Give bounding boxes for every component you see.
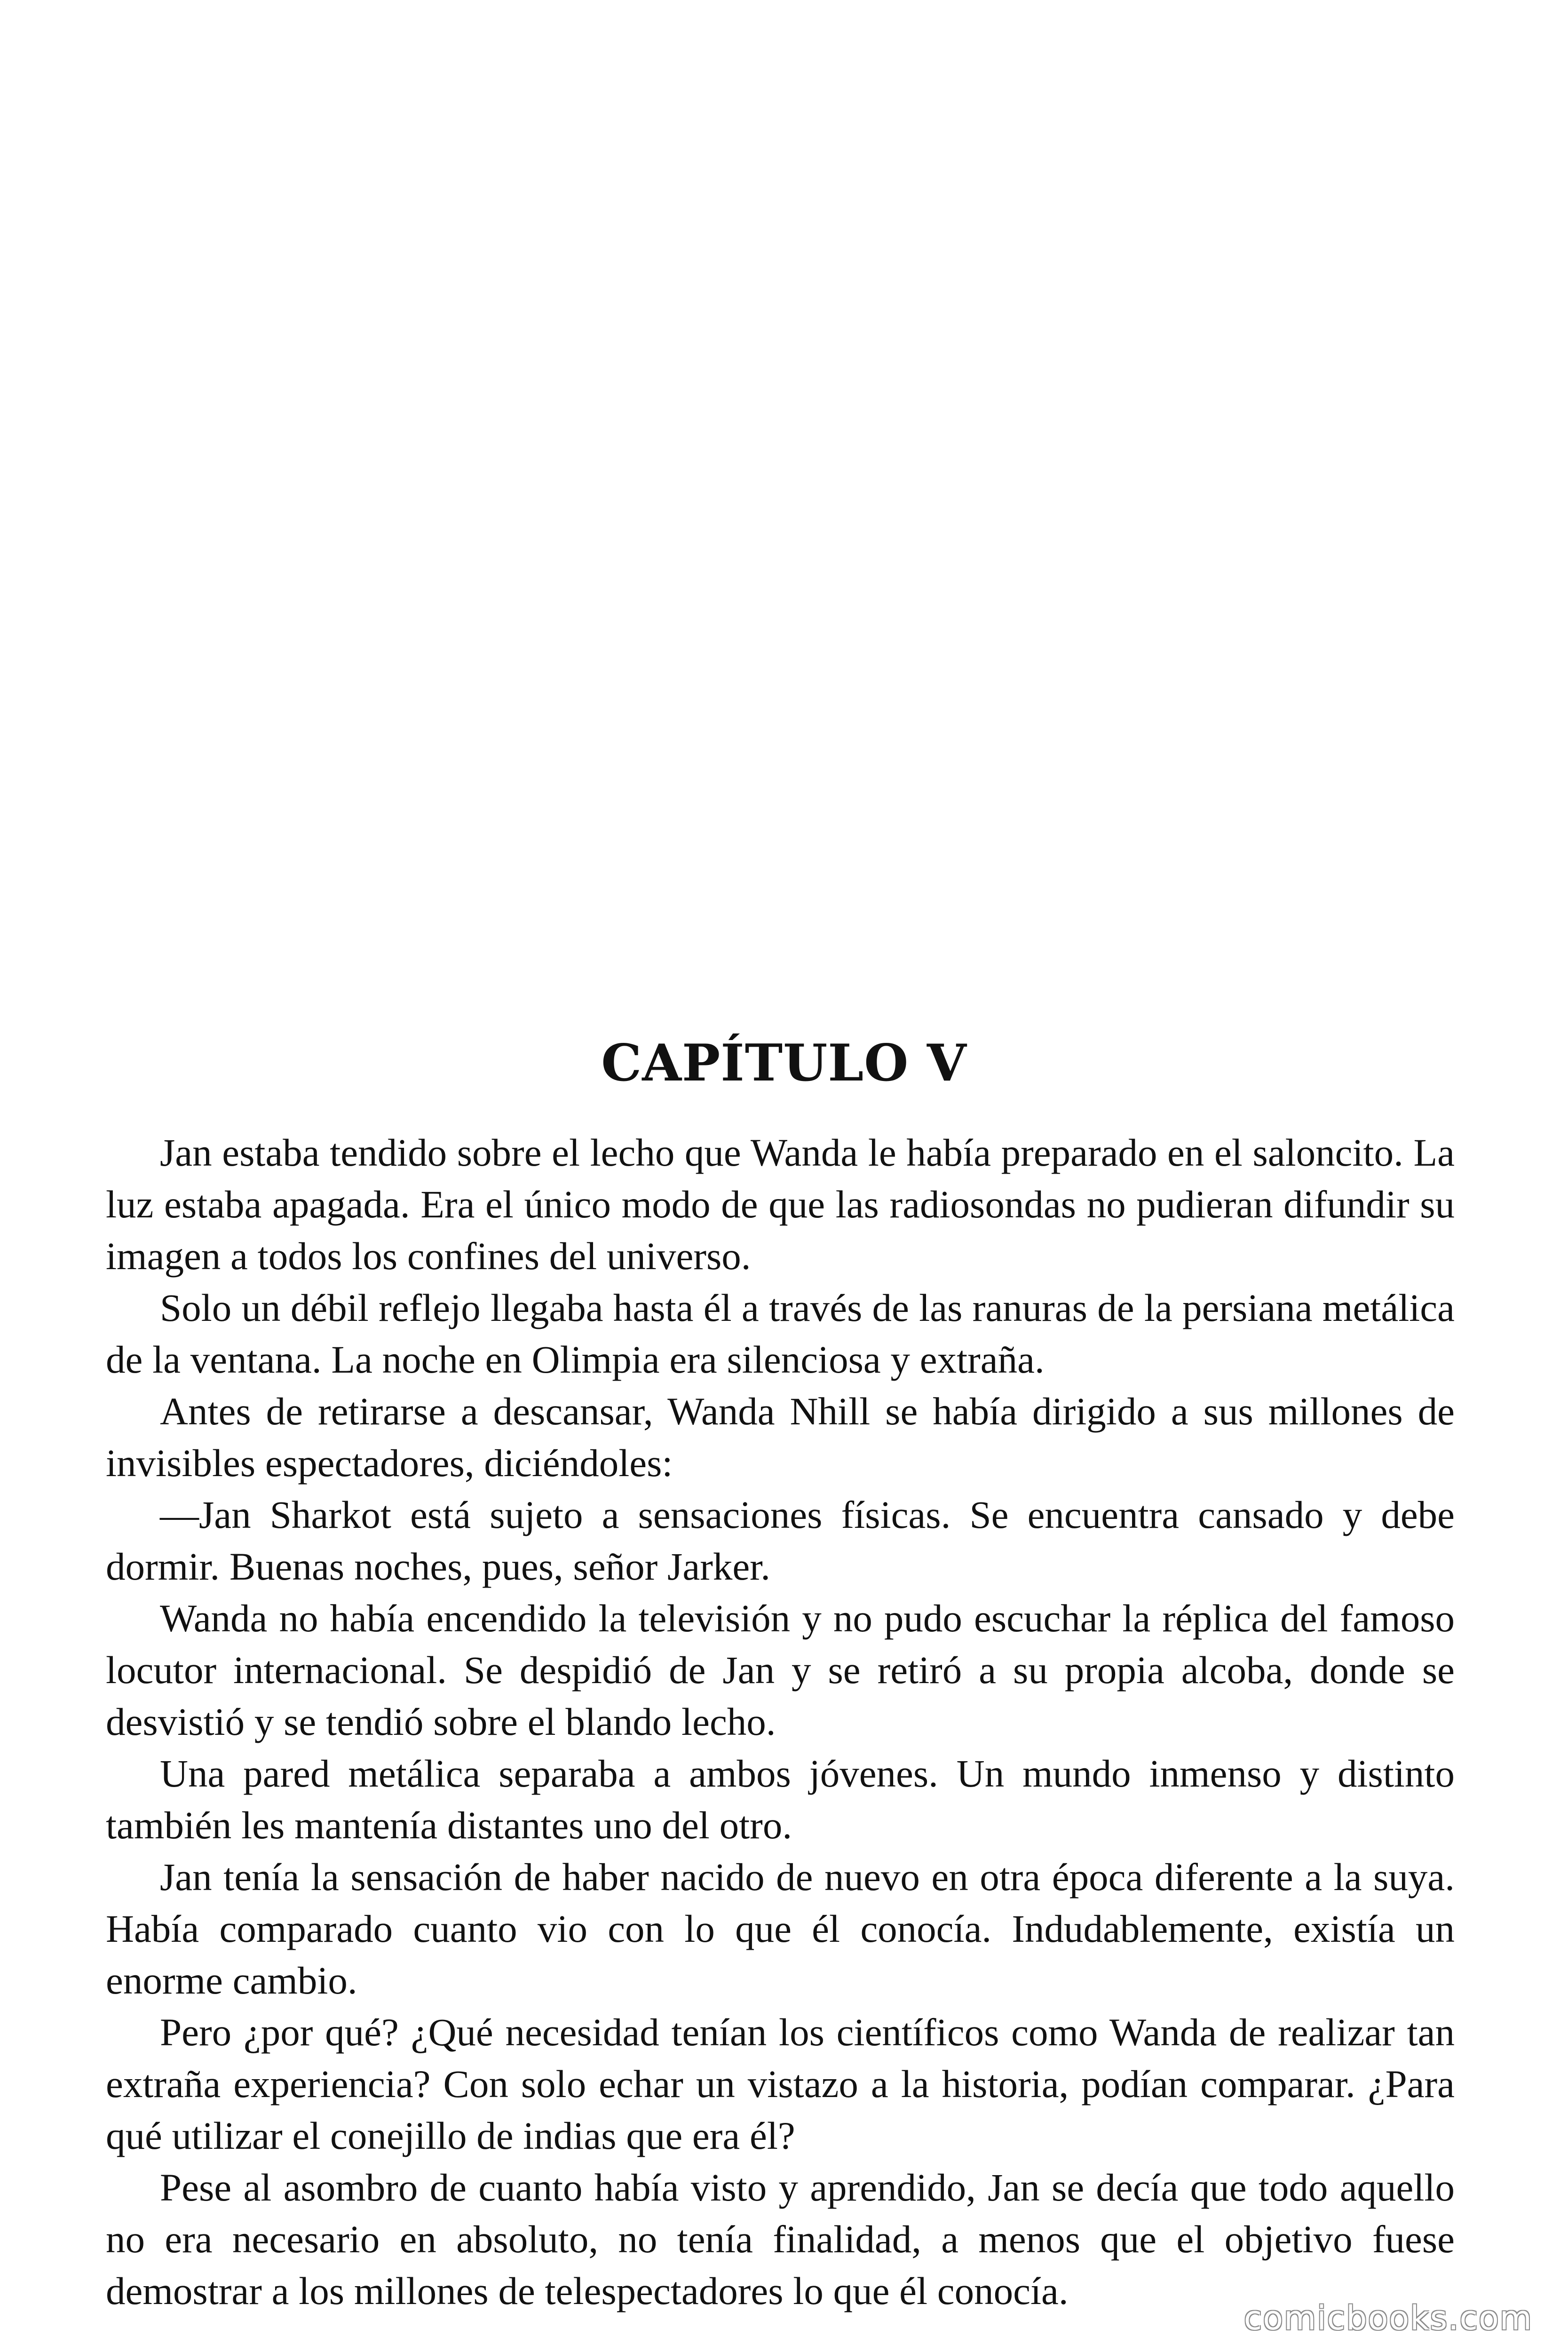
watermark: comicbooks.com [1243, 2299, 1533, 2337]
paragraph: —Jan Sharkot está sujeto a sensaciones físicas. Se encuentra cansado y debe dormir. Buenas noches, pues, señor Jarker. [106, 1493, 1455, 1588]
paragraph: Pero ¿por qué? ¿Qué necesidad tenían los científicos como Wanda de realizar tan extraña experiencia? Con solo echar un vistazo a la historia, podían comparar. ¿Para qué utilizar el conejillo de indias que era él? [106, 2010, 1455, 2157]
paragraph: Solo un débil reflejo llegaba hasta él a través de las ranuras de la persiana metálica de la ventana. La noche en Olimpia era silenciosa y extraña. [106, 1286, 1455, 1381]
paragraph: Wanda no había encendido la televisión y no pudo escuchar la réplica del famoso locutor internacional. Se despidió de Jan y se retiró a su propia alcoba, donde se desvistió y se tendió sobre el blando lecho. [106, 1597, 1455, 1743]
chapter-body [106, 1127, 1455, 2317]
chapter-title: CAPÍTULO V [601, 1033, 967, 1093]
paragraph: Una pared metálica separaba a ambos jóvenes. Un mundo inmenso y distinto también les mantenía distantes uno del otro. [106, 1752, 1455, 1847]
paragraph: Jan tenía la sensación de haber nacido de nuevo en otra época diferente a la suya. Había comparado cuanto vio con lo que él conocía. Indudablemente, existía un enorme cambio. [106, 1855, 1455, 2002]
paragraph: Jan estaba tendido sobre el lecho que Wanda le había preparado en el saloncito. La luz estaba apagada. Era el único modo de que las radiosondas no pudieran difundir su imagen a todos los confines del universo. [106, 1131, 1455, 1278]
paragraph: Antes de retirarse a descansar, Wanda Nhill se había dirigido a sus millones de invisibles espectadores, diciéndoles: [106, 1390, 1455, 1485]
paragraph: Pese al asombro de cuanto había visto y aprendido, Jan se decía que todo aquello no era necesario en absoluto, no tenía finalidad, a menos que el objetivo fuese demostrar a los millones de telespectadores lo que él conocía. [106, 2166, 1455, 2312]
